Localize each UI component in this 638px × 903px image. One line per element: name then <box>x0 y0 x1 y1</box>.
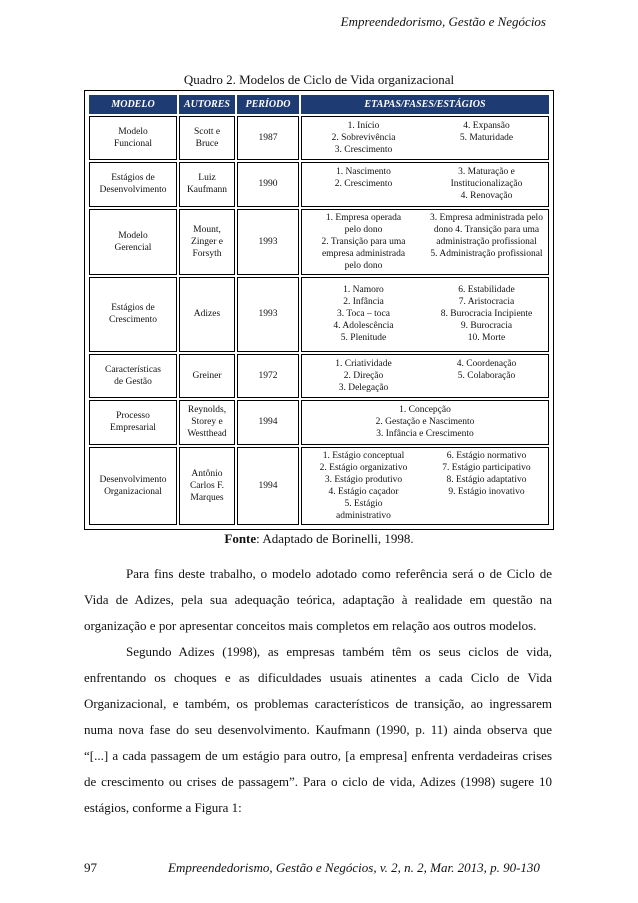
table-row <box>89 209 549 275</box>
paragraph-line: organização e por apresentar conceitos mais completos em relação aos outros modelos. <box>84 618 537 633</box>
authors-cell <box>179 400 235 444</box>
authors-cell-line: Mount, <box>193 224 221 235</box>
model-cell <box>89 447 177 525</box>
stage-item: 2. Infância <box>343 297 384 308</box>
model-cell-line: Empresarial <box>110 423 156 434</box>
stage-item: 5. Plenitude <box>340 333 387 344</box>
models-table <box>87 93 551 527</box>
paragraph-2 <box>84 639 552 821</box>
model-cell-line: Características <box>105 365 161 376</box>
authors-cell <box>179 116 235 160</box>
stage-item: 1. Início <box>347 121 380 132</box>
stage-item: 9. Estágio inovativo <box>448 486 525 497</box>
stage-item: 5. Estágio <box>344 498 383 509</box>
stage-item: 2. Crescimento <box>334 179 393 190</box>
stage-item: 5. Administração profissional <box>430 248 543 259</box>
table-header-row <box>89 95 549 114</box>
authors-cell <box>179 277 235 352</box>
authors-cell-line: Marques <box>190 492 224 503</box>
stage-item: 9. Burocracia <box>460 321 513 332</box>
stages-right-column <box>425 120 548 156</box>
stages-right-column <box>425 284 548 344</box>
stage-item: 2. Direção <box>343 371 384 382</box>
column-header-period: PERÍODO <box>237 95 299 114</box>
stages-list <box>302 404 548 440</box>
paragraph-line: estágios, conforme a Figura 1: <box>84 800 242 815</box>
stage-item: 6. Estágio normativo <box>446 450 527 461</box>
authors-cell-line: Reynolds, <box>187 405 227 416</box>
period-cell: 1993 <box>237 209 299 275</box>
period-cell: 1972 <box>237 354 299 398</box>
stages-left-column <box>302 358 425 394</box>
stage-item: 6. Estabilidade <box>458 285 515 296</box>
stage-item: 4. Renovação <box>460 191 513 202</box>
stages-cell <box>301 162 549 206</box>
model-cell-line: Organizacional <box>104 486 162 497</box>
authors-cell-line: Zinger e <box>191 236 223 247</box>
model-cell <box>89 162 177 206</box>
running-header: Empreendedorismo, Gestão e Negócios <box>340 14 546 29</box>
stages-left-column <box>302 120 425 156</box>
stage-item: 3. Infância e Crescimento <box>376 429 474 440</box>
stage-item: 1. Criatividade <box>335 359 392 370</box>
stage-item: 8. Burocracia Incipiente <box>440 309 533 320</box>
column-header-authors: AUTORES <box>179 95 235 114</box>
authors-cell-line: Forsyth <box>192 248 222 259</box>
stages-left-column <box>302 450 425 522</box>
stages-columns <box>302 450 548 522</box>
stage-item: 4. Expansão <box>463 121 510 132</box>
paragraph-line: Organizacional, e também, os problemas característicos de transição, ao ingressarem <box>84 696 552 711</box>
stage-item: 4. Estágio caçador <box>328 486 399 497</box>
model-cell-line: Desenvolvimento <box>99 185 167 196</box>
table-row <box>89 354 549 398</box>
column-header-model: MODELO <box>89 95 177 114</box>
authors-cell-line: Storey e <box>191 417 223 428</box>
stage-item: 3. Toca – toca <box>337 309 390 320</box>
model-cell <box>89 116 177 160</box>
stages-cell <box>301 354 549 398</box>
table-body <box>89 116 549 525</box>
stages-columns <box>302 358 548 394</box>
model-cell-line: Estágios de <box>111 173 155 184</box>
stage-item: 1. Estágio conceptual <box>322 450 405 461</box>
paragraph-line: de crescimento ou crises de passagem”. Para o ciclo de vida, Adizes (1998) sugere 10 <box>84 774 552 789</box>
stage-item: empresa administrada <box>321 248 406 259</box>
stage-item: Institucionalização <box>450 179 523 190</box>
stage-item: 2. Transição para uma <box>321 236 406 247</box>
model-cell-line: Desenvolvimento <box>99 474 167 485</box>
stages-cell <box>301 209 549 275</box>
stage-item: 3. Empresa administrada pelo <box>430 212 543 223</box>
authors-cell-line: Adizes <box>193 309 221 320</box>
authors-cell <box>179 354 235 398</box>
period-cell: 1987 <box>237 116 299 160</box>
model-cell <box>89 400 177 444</box>
stages-left-column <box>302 284 425 344</box>
stages-right-column <box>425 166 548 202</box>
stage-item: 7. Estágio participativo <box>442 462 531 473</box>
authors-cell <box>179 209 235 275</box>
stages-cell <box>301 447 549 525</box>
stage-item: 5. Colaboração <box>457 371 516 382</box>
authors-cell <box>179 162 235 206</box>
models-table-frame <box>84 90 554 530</box>
model-cell <box>89 209 177 275</box>
authors-cell-line: Scott e <box>193 127 221 138</box>
model-cell-line: de Gestão <box>114 377 152 388</box>
stage-item: 3. Maturação e <box>458 167 515 178</box>
authors-cell-line: Westthead <box>187 429 227 440</box>
stages-columns <box>302 284 548 344</box>
source-text: : Adaptado de Borinelli, 1998. <box>256 531 414 546</box>
stages-right-column <box>425 358 548 394</box>
stage-item: 5. Maturidade <box>459 133 514 144</box>
period-cell: 1994 <box>237 447 299 525</box>
paragraph-line: Vida de Adizes, pela sua adequação teórica, adaptação à realidade em questão na <box>84 592 552 607</box>
stage-item: 4. Coordenação <box>456 359 517 370</box>
model-cell-line: Funcional <box>114 139 152 150</box>
model-cell <box>89 277 177 352</box>
authors-cell <box>179 447 235 525</box>
authors-cell-line: Antônio <box>191 468 223 479</box>
stage-item: 7. Aristocracia <box>458 297 515 308</box>
journal-reference: Empreendedorismo, Gestão e Negócios, v. 2, n. 2, Mar. 2013, p. 90-130 <box>168 860 540 875</box>
paragraph-line: enfrentando os choques e as dificuldades usuais atinentes a cada Ciclo de Vida <box>84 670 552 685</box>
period-cell: 1990 <box>237 162 299 206</box>
stage-item: 2. Sobrevivência <box>331 133 396 144</box>
stage-item: 3. Delegação <box>338 383 389 394</box>
stage-item: 10. Morte <box>467 333 506 344</box>
stages-left-column <box>302 166 425 202</box>
model-cell-line: Gerencial <box>114 242 152 253</box>
table-row <box>89 277 549 352</box>
paragraph-line: “[...] a cada passagem de um estágio para outro, [a empresa] enfrenta verdadeiras crises <box>84 748 552 763</box>
stages-cell <box>301 277 549 352</box>
stage-item: 1. Namoro <box>343 285 384 296</box>
stage-item: 8. Estágio adaptativo <box>446 474 527 485</box>
model-cell-line: Processo <box>116 411 150 422</box>
table-caption: Quadro 2. Modelos de Ciclo de Vida organizacional <box>183 72 455 87</box>
model-cell-line: Modelo <box>118 230 148 241</box>
authors-cell-line: Greiner <box>192 371 222 382</box>
paragraph-line: Segundo Adizes (1998), as empresas também têm os seus ciclos de vida, <box>126 644 552 659</box>
paragraph-1 <box>84 561 552 639</box>
column-header-stages: ETAPAS/FASES/ESTÁGIOS <box>301 95 549 114</box>
stage-item: 2. Estágio organizativo <box>319 462 408 473</box>
period-cell: 1994 <box>237 400 299 444</box>
model-cell-line: Crescimento <box>108 315 157 326</box>
stages-columns <box>302 166 548 202</box>
model-cell <box>89 354 177 398</box>
authors-cell-line: Carlos F. <box>189 480 225 491</box>
source-label: Fonte <box>224 531 257 546</box>
stage-item: administração profissional <box>436 236 537 247</box>
table-row <box>89 116 549 160</box>
stages-columns <box>302 120 548 156</box>
stage-item: administrativo <box>336 510 391 521</box>
stages-cell <box>301 116 549 160</box>
stages-left-column <box>302 212 425 272</box>
stage-item: 1. Empresa operada <box>325 212 402 223</box>
stage-item: 3. Crescimento <box>334 145 393 156</box>
stage-item: 2. Gestação e Nascimento <box>375 417 475 428</box>
stage-item: dono 4. Transição para uma <box>433 224 540 235</box>
paragraph-line: Para fins deste trabalho, o modelo adotado como referência será o de Ciclo de <box>126 566 552 581</box>
stage-item: 1. Nascimento <box>336 167 391 178</box>
paragraph-line: numa nova fase do seu desenvolvimento. Kaufmann (1990, p. 11) ainda observa que <box>84 722 552 737</box>
stage-item: 1. Concepção <box>399 405 451 416</box>
table-source <box>0 531 638 547</box>
stage-item: pelo dono <box>344 224 383 235</box>
period-cell: 1993 <box>237 277 299 352</box>
stages-right-column <box>425 212 548 272</box>
authors-cell-line: Luiz <box>198 173 216 184</box>
stages-cell <box>301 400 549 444</box>
table-row <box>89 162 549 206</box>
authors-cell-line: Kaufmann <box>186 185 228 196</box>
stages-right-column <box>425 450 548 522</box>
stage-item: 4. Adolescência <box>333 321 394 332</box>
table-row <box>89 447 549 525</box>
model-cell-line: Estágios de <box>111 303 155 314</box>
model-cell-line: Modelo <box>118 127 148 138</box>
stage-item: 3. Estágio produtivo <box>324 474 403 485</box>
authors-cell-line: Bruce <box>195 139 219 150</box>
stages-columns <box>302 212 548 272</box>
table-row <box>89 400 549 444</box>
page-number: 97 <box>84 860 97 875</box>
stage-item: pelo dono <box>344 260 383 271</box>
